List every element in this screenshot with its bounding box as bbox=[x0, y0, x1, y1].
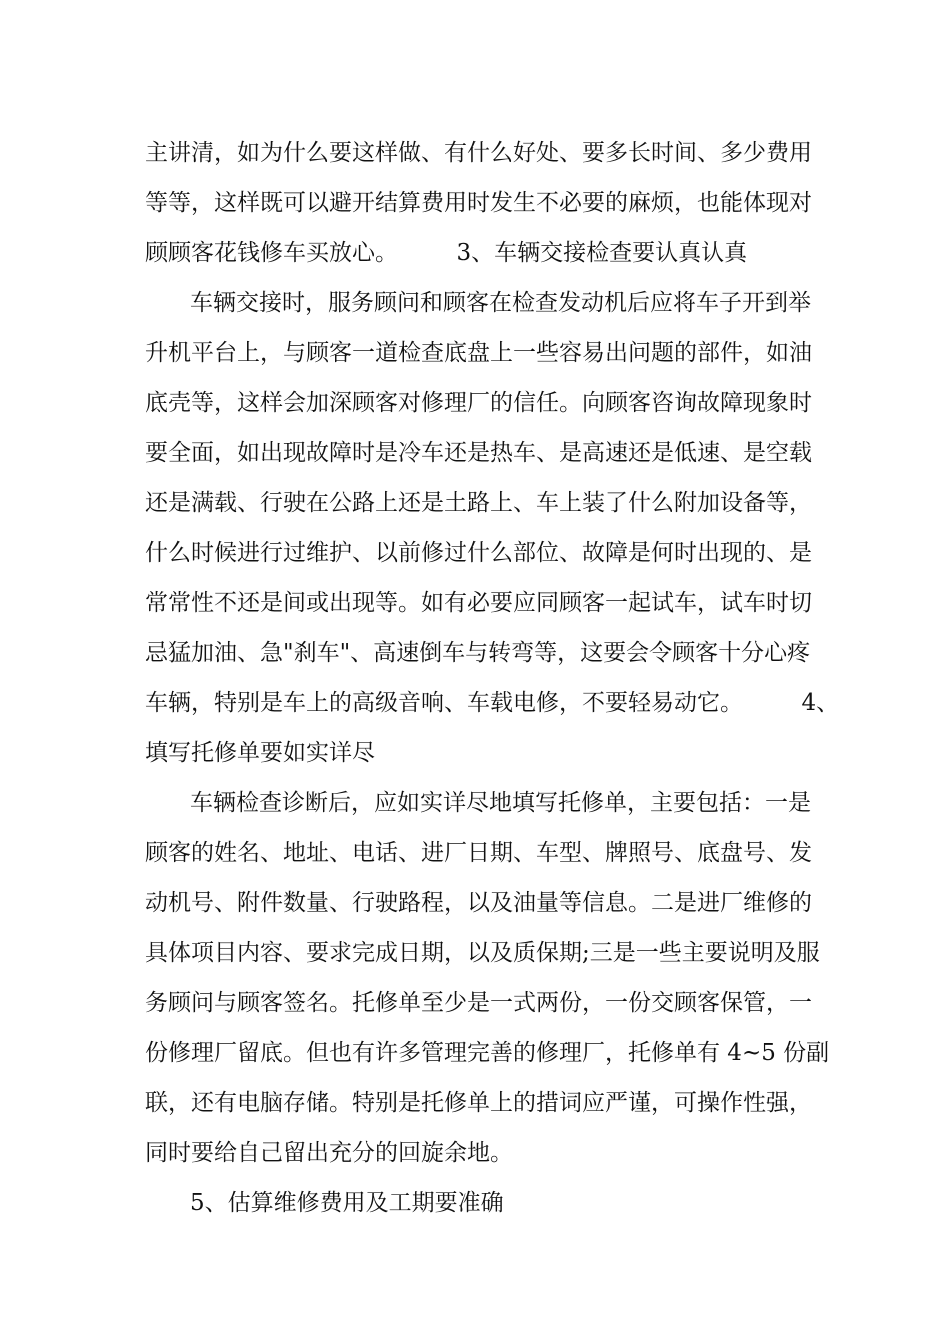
section-heading: 5、估算维修费用及工期要准确 bbox=[190, 1190, 504, 1216]
paragraph-line: 常常性不还是间或出现等。如有必要应同顾客一起试车，试车时切 bbox=[145, 590, 812, 616]
paragraph-line: 份修理厂留底。但也有许多管理完善的修理厂，托修单有 4~5 份副 bbox=[145, 1040, 830, 1066]
paragraph-line: 车辆，特别是车上的高级音响、车载电修，不要轻易动它。 4、 bbox=[145, 690, 840, 716]
paragraph-line: 顾顾客花钱修车买放心。 3、车辆交接检查要认真认真 bbox=[145, 240, 748, 266]
paragraph-line: 顾客的姓名、地址、电话、进厂日期、车型、牌照号、底盘号、发 bbox=[145, 840, 812, 866]
paragraph-line: 同时要给自己留出充分的回旋余地。 bbox=[145, 1140, 513, 1166]
paragraph-line: 要全面，如出现故障时是冷车还是热车、是高速还是低速、是空载 bbox=[145, 440, 812, 466]
paragraph-line: 务顾问与顾客签名。托修单至少是一式两份，一份交顾客保管，一 bbox=[145, 990, 812, 1016]
paragraph-line: 底壳等，这样会加深顾客对修理厂的信任。向顾客咨询故障现象时 bbox=[145, 390, 812, 416]
paragraph-line: 联，还有电脑存储。特别是托修单上的措词应严谨，可操作性强， bbox=[145, 1090, 812, 1116]
section-heading: 填写托修单要如实详尽 bbox=[145, 740, 375, 766]
paragraph-line: 车辆检查诊断后，应如实详尽地填写托修单，主要包括：一是 bbox=[190, 790, 811, 816]
paragraph-line: 等等，这样既可以避开结算费用时发生不必要的麻烦，也能体现对 bbox=[145, 190, 812, 216]
paragraph-line: 忌猛加油、急"刹车"、高速倒车与转弯等，这要会令顾客十分心疼 bbox=[145, 640, 811, 666]
paragraph-line: 动机号、附件数量、行驶路程，以及油量等信息。二是进厂维修的 bbox=[145, 890, 812, 916]
paragraph-line: 升机平台上，与顾客一道检查底盘上一些容易出问题的部件，如油 bbox=[145, 340, 812, 366]
paragraph-line: 具体项目内容、要求完成日期，以及质保期;三是一些主要说明及服 bbox=[145, 940, 820, 966]
paragraph-line: 主讲清，如为什么要这样做、有什么好处、要多长时间、多少费用 bbox=[145, 140, 812, 166]
paragraph-line: 还是满载、行驶在公路上还是土路上、车上装了什么附加设备等， bbox=[145, 490, 812, 516]
paragraph-line: 车辆交接时，服务顾问和顾客在检查发动机后应将车子开到举 bbox=[190, 290, 811, 316]
paragraph-line: 什么时候进行过维护、以前修过什么部位、故障是何时出现的、是 bbox=[145, 540, 812, 566]
